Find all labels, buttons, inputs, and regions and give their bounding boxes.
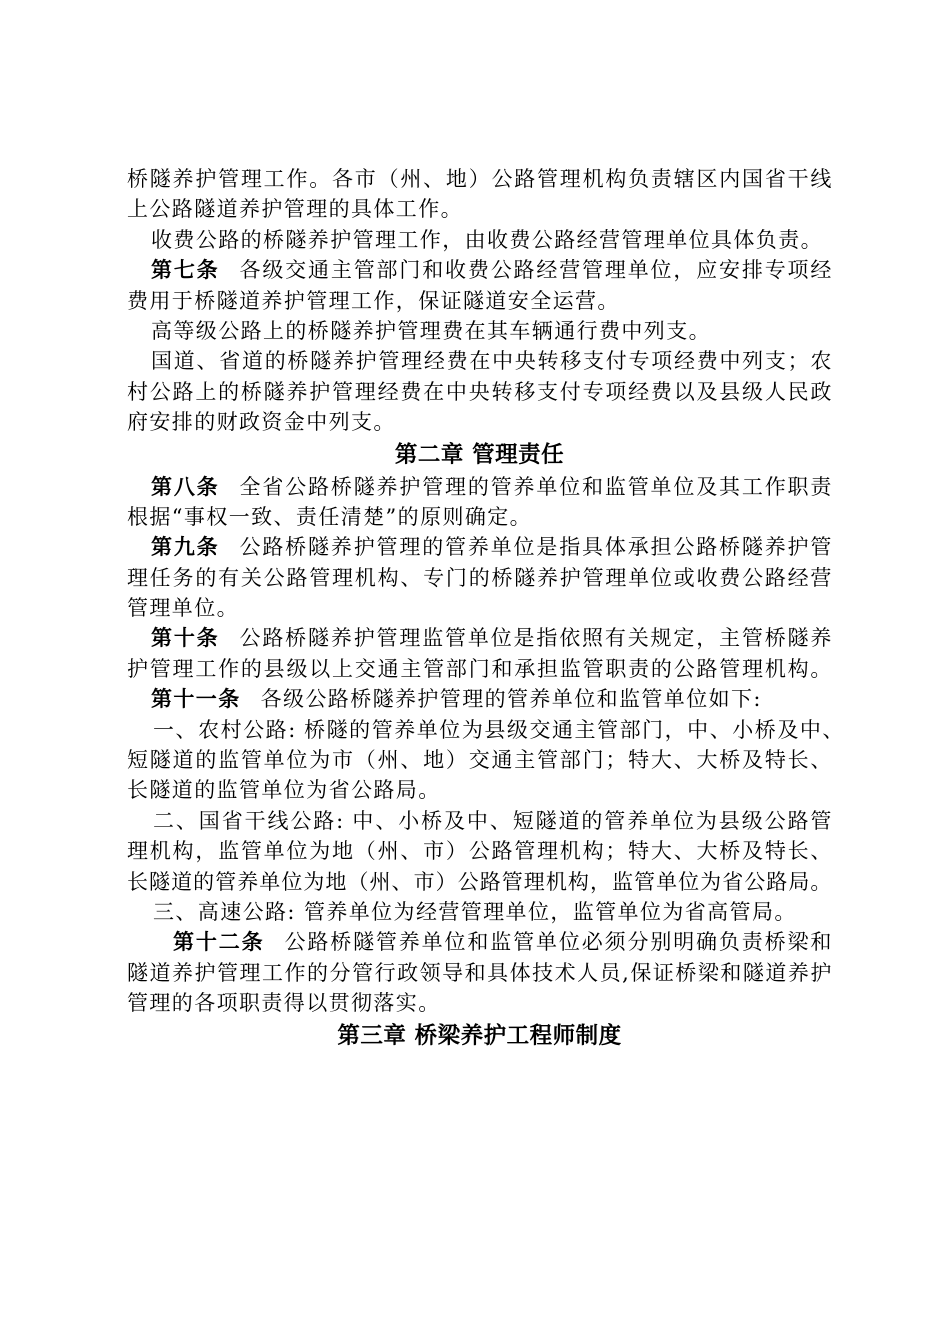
article-label: 第七条 (151, 257, 220, 283)
article-9 (127, 532, 832, 562)
text-line: 府安排的财政资金中列支。 (127, 410, 396, 435)
text-line: 收费公路的桥隧养护管理工作，由收费公路经营管理单位具体负责。 (151, 227, 823, 252)
article-label: 第九条 (151, 534, 220, 560)
text-line: 短隧道的监管单位为市（州、地）交通主管部门；特大、大桥及特长、 (127, 748, 832, 773)
text-line: 三、高速公路: 管养单位为经营管理单位，监管单位为省高管局。 (153, 899, 797, 924)
article-text: 各级交通主管部门和收费公路经营管理单位，应安排专项经 (239, 258, 832, 283)
chapter-heading: 第二章 管理责任 (394, 441, 565, 468)
text-line: 根据“事权一致、责任清楚”的原则确定。 (127, 504, 533, 529)
text-line: 管理的各项职责得以贯彻落实。 (127, 991, 441, 1016)
text-line: 桥隧养护管理工作。各市（州、地）公路管理机构负责辖区内国省干线 (127, 167, 832, 191)
article-10 (127, 623, 832, 653)
article-7 (127, 255, 832, 285)
article-8 (127, 472, 832, 502)
article-label: 第十一条 (151, 686, 241, 712)
article-label: 第十条 (151, 625, 220, 651)
article-text: 全省公路桥隧养护管理的管养单位和监管单位及其工作职责 (239, 474, 832, 499)
text-line: 理机构，监管单位为地（州、市）公路管理机构；特大、大桥及特长、 (127, 839, 832, 864)
chapter-heading: 第三章 桥梁养护工程师制度 (337, 1022, 622, 1049)
article-label: 第十二条 (173, 929, 265, 955)
text-line: 长隧道的管养单位为地（州、市）公路管理机构，监管单位为省公路局。 (127, 869, 832, 894)
text-line: 费用于桥隧道养护管理工作，保证隧道安全运营。 (127, 288, 620, 313)
article-text: 公路桥隧管养单位和监管单位必须分别明确负责桥梁和 (284, 930, 832, 955)
text-line: 护管理工作的县级以上交通主管部门和承担监管职责的公路管理机构。 (127, 656, 832, 681)
text-line: 国道、省道的桥隧养护管理经费在中央转移支付专项经费中列支；农 (151, 349, 832, 374)
article-text: 公路桥隧养护管理监管单位是指依照有关规定，主管桥隧养 (239, 626, 832, 651)
text-line: 村公路上的桥隧养护管理经费在中央转移支付专项经费以及县级人民政 (127, 379, 832, 404)
text-line: 二、国省干线公路: 中、小桥及中、短隧道的管养单位为县级公路管 (153, 808, 832, 833)
text-line: 上公路隧道养护管理的具体工作。 (127, 197, 463, 222)
text-line: 管理单位。 (127, 596, 239, 621)
text-line: 长隧道的监管单位为省公路局。 (127, 778, 441, 803)
article-text: 公路桥隧养护管理的管养单位是指具体承担公路桥隧养护管 (239, 535, 832, 560)
article-11 (127, 684, 832, 714)
text-line: 理任务的有关公路管理机构、专门的桥隧养护管理单位或收费公路经营 (127, 565, 832, 590)
article-text: 各级公路桥隧养护管理的管养单位和监管单位如下: (260, 687, 762, 712)
text-line: 一、农村公路: 桥隧的管养单位为县级交通主管部门，中、小桥及中、 (153, 717, 844, 742)
article-12 (127, 927, 832, 957)
document-body (127, 164, 844, 1053)
article-label: 第八条 (151, 473, 220, 499)
text-line: 高等级公路上的桥隧养护管理费在其车辆通行费中列支。 (151, 318, 711, 343)
text-line: 隧道养护管理工作的分管行政领导和具体技术人员,保证桥梁和隧道养护 (127, 960, 832, 985)
